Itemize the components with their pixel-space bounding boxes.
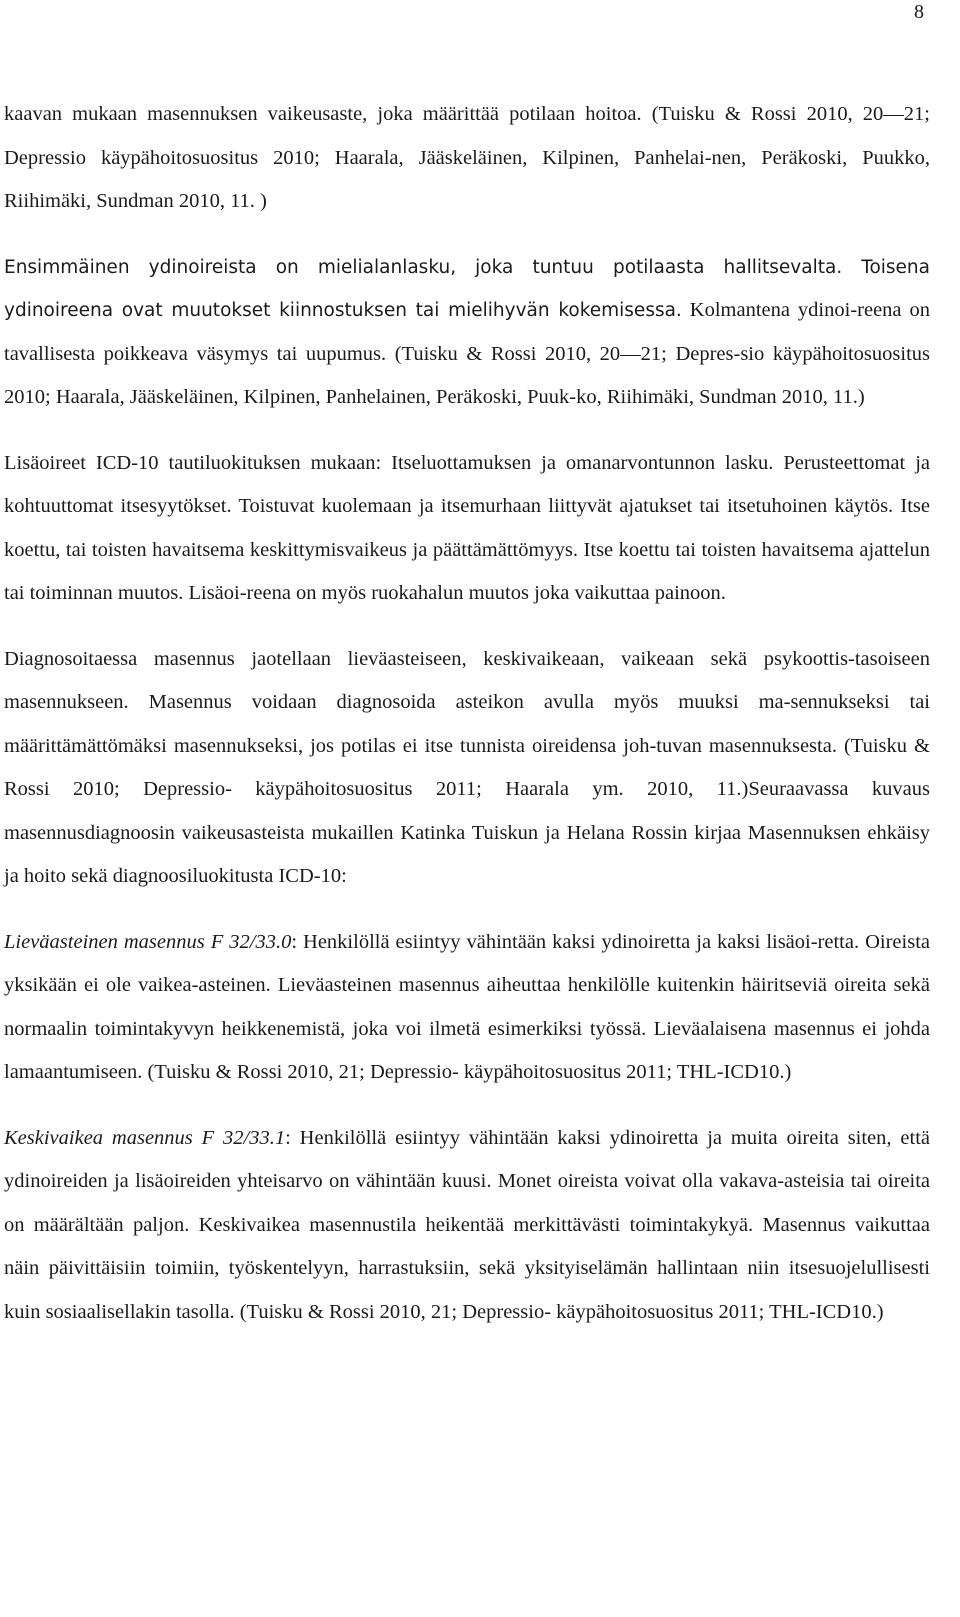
paragraph-diagnosis-classes: Diagnosoitaessa masennus jaotellaan lieväasteiseen, keskivaikeaan, vaikeaan sekä psykoottis-tasoiseen masennukseen. Masennus voidaan diagnosoida asteikon avulla myös muuksi ma-sennukseksi tai määrittämättömäksi masennukseksi, jos potilas ei itse tunnista oireidensa joh-tuvan masennuksesta. (Tuisku & Rossi 2010; Depressio- käypähoitosuositus 2011; Haarala ym. 2010, 11.)Seuraavassa kuvaus masennusdiagnoosin vaikeusasteista mukaillen Katinka Tuiskun ja Helana Rossin kirjaa Masennuksen ehkäisy ja hoito sekä diagnoosiluokitusta ICD-10: xyxy=(4,647,930,887)
core-symptoms-citation: (Tuisku & Rossi 2010, 20—21; Depres-sio käypähoitosuositus 2010; Haarala, Jääskeläinen, Kilpinen, Panhelainen, Peräkoski, Puuk-ko, Riihimäki, Sundman 2010, 11.) xyxy=(4,342,930,408)
core-symptoms-sans-text: Ensimmäinen ydinoireista on mielialanlasku, joka tuntuu potilaasta hallitsevalta. Toisena ydinoireena ovat muutokset kiinnostuksen tai mielihyvän kokemisessa. xyxy=(4,256,930,321)
paragraph-moderate-depression xyxy=(4,1117,930,1335)
mild-depression-text: : Henkilöllä esiintyy vähintään kaksi ydinoiretta ja kaksi lisäoi-retta. Oireista yksikään ei ole vaikea-asteinen. Lieväasteinen masennus aiheuttaa henkilölle kuitenkin häiritseviä oireita sekä normaalin toimintakyvyn heikkenemistä, joka voi ilmetä esimerkiksi työssä. Lieväalaisena masennus ei johda lamaantumiseen. (Tuisku & Rossi 2010, 21; Depressio- käypähoitosuositus 2011; THL-ICD10.) xyxy=(4,930,930,1083)
paragraph-intro-severity: kaavan mukaan masennuksen vaikeusaste, joka määrittää potilaan hoitoa. (Tuisku & Rossi 2010, 20—21; Depressio käypähoitosuositus 2010; Haarala, Jääskeläinen, Kilpinen, Panhelai-nen, Peräkoski, Puukko, Riihimäki, Sundman 2010, 11. ) xyxy=(4,103,930,212)
moderate-depression-text: : Henkilöllä esiintyy vähintään kaksi ydinoiretta ja muita oireita siten, että ydinoireiden ja lisäoireiden yhteisarvo on vähintään kuusi. Monet oireista voivat olla vakava-asteisia tai oireita on määrältään paljon. Keskivaikea masennustila heikentää merkittävästi toimintakykyä. Masennus vaikuttaa näin päivittäisiin toimiin, työskentelyyn, harrastuksiin, sekä yksityiselämän hallintaan niin itsesuojelullisesti kuin sosiaalisellakin tasolla. (Tuisku & Rossi 2010, 21; Depressio- käypähoitosuositus 2011; THL-ICD10.) xyxy=(4,1126,930,1323)
page-number: 8 xyxy=(914,1,924,23)
paragraph-mild-depression xyxy=(4,921,930,1095)
moderate-depression-term: Keskivaikea masennus F 32/33.1 xyxy=(4,1126,286,1149)
paragraph-core-symptoms xyxy=(4,246,930,420)
document-body xyxy=(4,93,930,1334)
core-symptoms-third: Kolmantena ydinoi-reena on tavallisesta poikkeava väsymys tai uupumus. xyxy=(4,299,930,365)
mild-depression-term: Lieväasteinen masennus F 32/33.0 xyxy=(4,930,292,953)
paragraph-additional-symptoms: Lisäoireet ICD-10 tautiluokituksen mukaan: Itseluottamuksen ja omanarvontunnon lasku. Perusteettomat ja kohtuuttomat itsesyytökset. Toistuvat kuolemaan ja itsemurhaan liittyvät ajatukset tai itsetuhoinen käytös. Itse koettu, tai toisten havaitsema keskittymisvaikeus ja päättämättömyys. Itse koettu tai toisten havaitsema ajattelun tai toiminnan muutos. Lisäoi-reena on myös ruokahalun muutos joka vaikuttaa painoon. xyxy=(4,451,930,604)
